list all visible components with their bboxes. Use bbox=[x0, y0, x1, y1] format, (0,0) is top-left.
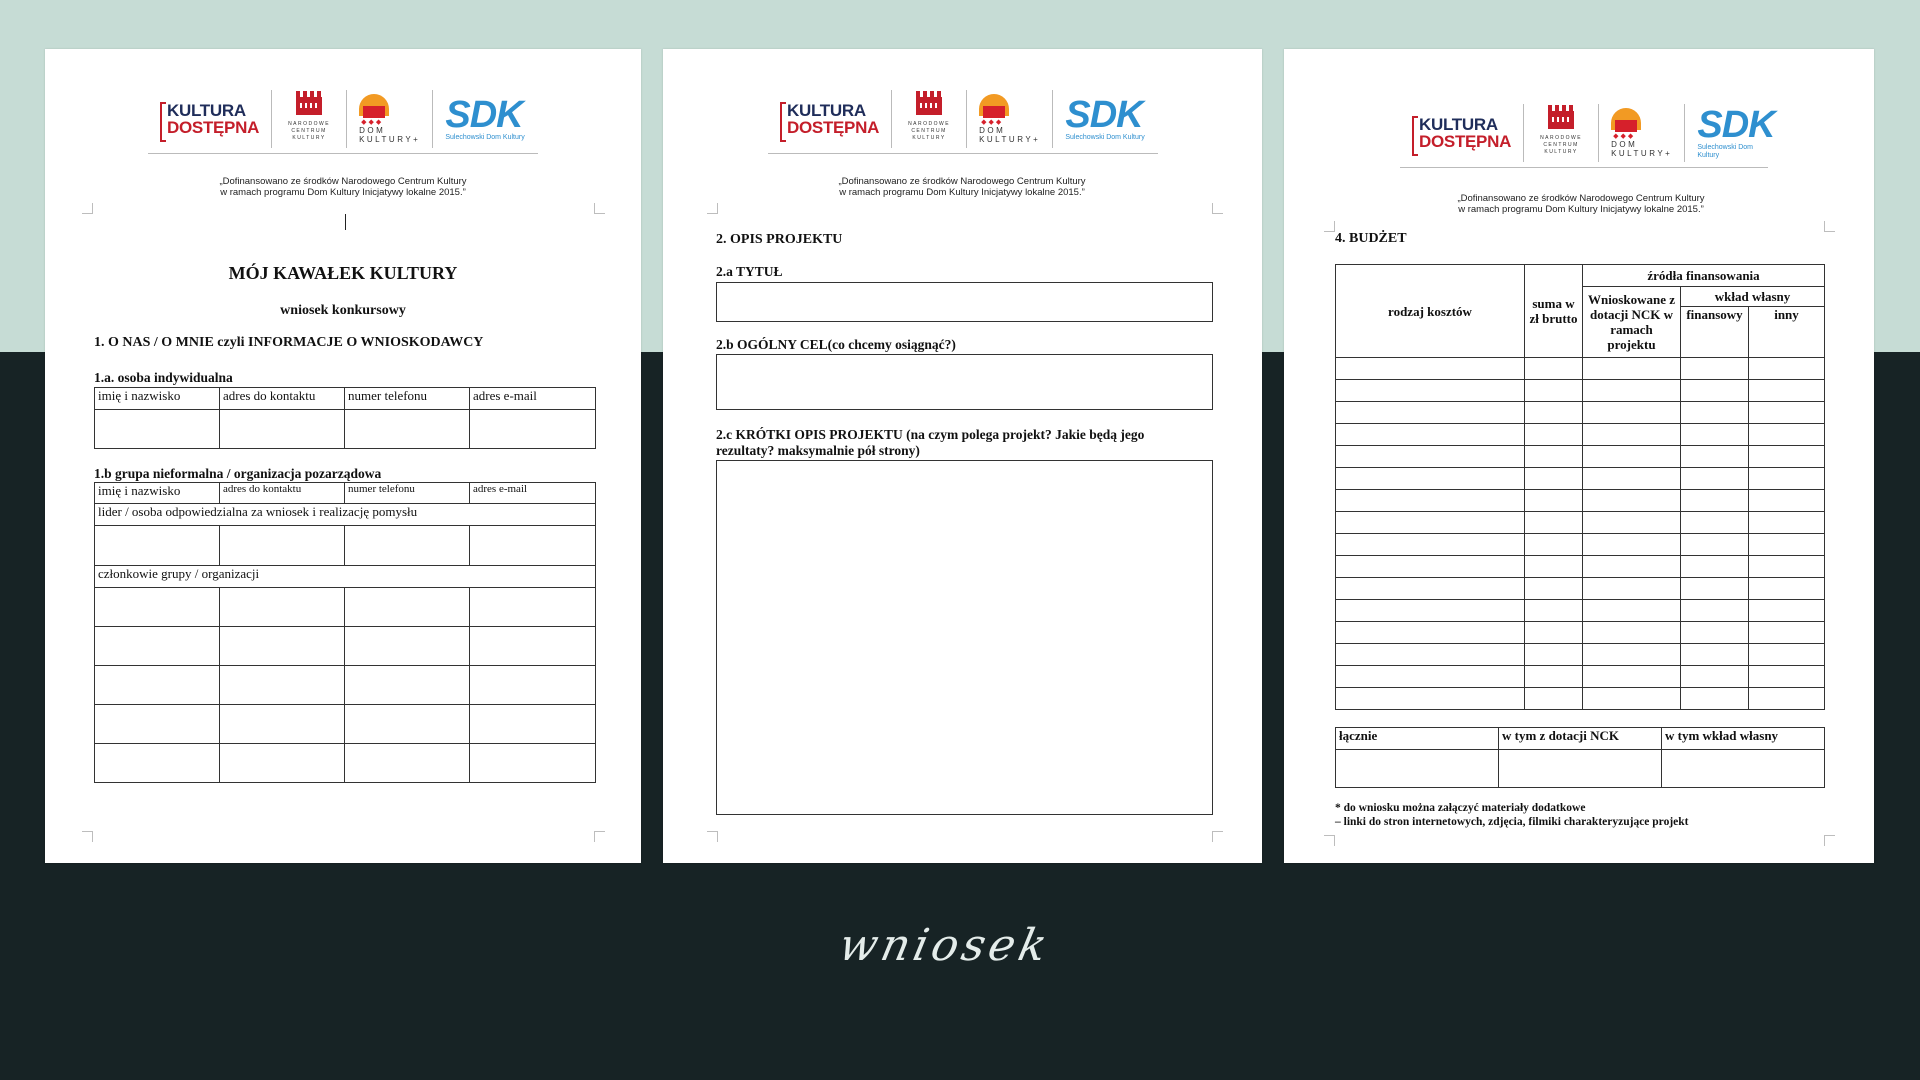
individual-table bbox=[94, 387, 596, 449]
input-cell[interactable] bbox=[95, 627, 220, 666]
column-header: łącznie bbox=[1336, 728, 1499, 750]
crown-icon bbox=[1548, 111, 1574, 129]
budget-cell[interactable] bbox=[1525, 534, 1583, 556]
budget-cell[interactable] bbox=[1681, 380, 1749, 402]
sdk-logo: SDK Sulechowski Dom Kultury bbox=[432, 90, 536, 148]
group-table bbox=[94, 482, 596, 783]
budget-cell[interactable] bbox=[1583, 446, 1681, 468]
funding-note: „Dofinansowano ze środków Narodowego Centrum Kultury w ramach programu Dom Kultury Inicjatywy lokalne 2015.” bbox=[838, 176, 1086, 198]
input-cell[interactable] bbox=[220, 744, 345, 783]
budget-cell[interactable] bbox=[1525, 688, 1583, 710]
input-cell[interactable] bbox=[470, 627, 596, 666]
margin-mark bbox=[707, 203, 718, 214]
budget-cell[interactable] bbox=[1336, 402, 1525, 424]
margin-mark bbox=[1212, 203, 1223, 214]
input-cell[interactable] bbox=[95, 588, 220, 627]
input-cell[interactable] bbox=[470, 588, 596, 627]
form-title: MÓJ KAWAŁEK KULTURY bbox=[228, 263, 458, 283]
budget-cell[interactable] bbox=[1525, 600, 1583, 622]
budget-cell[interactable] bbox=[1336, 424, 1525, 446]
page-3-preview[interactable] bbox=[1284, 49, 1874, 863]
budget-cell[interactable] bbox=[1583, 578, 1681, 600]
column-header: wkład własny bbox=[1681, 287, 1825, 307]
description-label: 2.c KRÓTKI OPIS PROJEKTU (na czym polega projekt? Jakie będą jego rezultaty? maksymalnie pół strony) bbox=[716, 427, 1145, 458]
budget-cell[interactable] bbox=[1525, 446, 1583, 468]
logo-strip bbox=[768, 85, 1158, 154]
kultura-dostepna-logo: KULTURA DOSTĘPNA bbox=[148, 90, 271, 148]
margin-mark bbox=[594, 203, 605, 214]
budget-cell[interactable] bbox=[1681, 490, 1749, 512]
budget-cell[interactable] bbox=[1525, 380, 1583, 402]
title-field[interactable] bbox=[716, 282, 1213, 322]
section-heading: 4. BUDŻET bbox=[1335, 231, 1407, 246]
budget-cell[interactable] bbox=[1681, 666, 1749, 688]
budget-cell[interactable] bbox=[1749, 556, 1825, 578]
budget-cell[interactable] bbox=[1336, 468, 1525, 490]
column-header: w tym z dotacji NCK bbox=[1499, 728, 1662, 750]
budget-cell[interactable] bbox=[1336, 688, 1525, 710]
margin-mark bbox=[1824, 221, 1835, 232]
budget-cell[interactable] bbox=[1525, 358, 1583, 380]
budget-cell[interactable] bbox=[1681, 402, 1749, 424]
budget-cell[interactable] bbox=[1583, 402, 1681, 424]
section-heading: 2. OPIS PROJEKTU bbox=[716, 232, 843, 247]
footer-script-label: wniosek bbox=[834, 920, 1056, 971]
budget-cell[interactable] bbox=[1525, 622, 1583, 644]
sdk-logo: SDK Sulechowski Dom Kultury bbox=[1684, 104, 1786, 162]
kultura-dostepna-logo: KULTURA DOSTĘPNA bbox=[1400, 104, 1523, 162]
budget-cell[interactable] bbox=[1583, 424, 1681, 446]
input-cell[interactable] bbox=[220, 666, 345, 705]
input-cell[interactable] bbox=[470, 705, 596, 744]
column-header: adres do kontaktu bbox=[220, 483, 345, 504]
input-cell[interactable] bbox=[95, 705, 220, 744]
column-header: w tym wkład własny bbox=[1662, 728, 1825, 750]
budget-cell[interactable] bbox=[1583, 490, 1681, 512]
column-header: rodzaj kosztów bbox=[1336, 265, 1525, 358]
input-cell[interactable] bbox=[470, 526, 596, 566]
input-cell[interactable] bbox=[220, 705, 345, 744]
description-field[interactable] bbox=[716, 460, 1213, 815]
budget-cell[interactable] bbox=[1681, 534, 1749, 556]
budget-cell[interactable] bbox=[1583, 358, 1681, 380]
dom-kultury-logo: ◆◆◆ DOM KULTURY+ bbox=[966, 90, 1052, 148]
subsection-heading: 1.a. osoba indywidualna bbox=[94, 370, 233, 385]
budget-cell[interactable] bbox=[1525, 666, 1583, 688]
input-cell[interactable] bbox=[470, 410, 596, 449]
column-header: imię i nazwisko bbox=[95, 483, 220, 504]
house-icon bbox=[1611, 108, 1641, 132]
input-cell[interactable] bbox=[345, 410, 470, 449]
section-heading: 1. O NAS / O MNIE czyli INFORMACJE O WNIOSKODAWCY bbox=[94, 335, 484, 350]
budget-cell[interactable] bbox=[1749, 534, 1825, 556]
budget-cell[interactable] bbox=[1749, 490, 1825, 512]
budget-cell[interactable] bbox=[1681, 644, 1749, 666]
attachments-note: * do wniosku można załączyć materiały dodatkowe – linki do stron internetowych, zdjęcia, filmiki charakteryzujące projekt bbox=[1335, 802, 1689, 828]
column-header: źródła finansowania bbox=[1583, 265, 1825, 287]
budget-cell[interactable] bbox=[1749, 622, 1825, 644]
margin-mark bbox=[82, 203, 93, 214]
input-cell[interactable] bbox=[345, 526, 470, 566]
nck-logo: NARODOWE CENTRUM KULTURY bbox=[271, 90, 346, 148]
budget-cell[interactable] bbox=[1749, 512, 1825, 534]
column-header: suma w zł brutto bbox=[1525, 265, 1583, 358]
budget-cell[interactable] bbox=[1749, 688, 1825, 710]
budget-cell[interactable] bbox=[1525, 490, 1583, 512]
budget-cell[interactable] bbox=[1583, 468, 1681, 490]
column-header: adres do kontaktu bbox=[220, 388, 345, 410]
house-icon bbox=[359, 94, 389, 118]
column-header: imię i nazwisko bbox=[95, 388, 220, 410]
column-header: finansowy bbox=[1681, 307, 1749, 358]
budget-cell[interactable] bbox=[1749, 402, 1825, 424]
summary-cell[interactable] bbox=[1662, 750, 1825, 788]
budget-cell[interactable] bbox=[1749, 666, 1825, 688]
budget-cell[interactable] bbox=[1336, 512, 1525, 534]
budget-cell[interactable] bbox=[1525, 556, 1583, 578]
funding-note: „Dofinansowano ze środków Narodowego Centrum Kultury w ramach programu Dom Kultury Inicjatywy lokalne 2015.” bbox=[219, 176, 467, 198]
margin-mark bbox=[1212, 831, 1223, 842]
budget-cell[interactable] bbox=[1583, 512, 1681, 534]
budget-cell[interactable] bbox=[1681, 556, 1749, 578]
budget-cell[interactable] bbox=[1336, 490, 1525, 512]
subsection-heading: 1.b grupa nieformalna / organizacja pozarządowa bbox=[94, 466, 382, 481]
budget-cell[interactable] bbox=[1583, 600, 1681, 622]
goal-field[interactable] bbox=[716, 354, 1213, 410]
dom-kultury-logo: ◆◆◆ DOM KULTURY+ bbox=[1598, 104, 1684, 162]
column-header: Wnioskowane z dotacji NCK w ramach projektu bbox=[1583, 287, 1681, 358]
budget-cell[interactable] bbox=[1336, 666, 1525, 688]
budget-cell[interactable] bbox=[1749, 358, 1825, 380]
dom-kultury-logo: ◆◆◆ DOM KULTURY+ bbox=[346, 90, 432, 148]
leader-label: lider / osoba odpowiedzialna za wniosek i realizację pomysłu bbox=[95, 504, 596, 526]
budget-cell[interactable] bbox=[1336, 622, 1525, 644]
budget-cell[interactable] bbox=[1525, 644, 1583, 666]
members-label: członkowie grupy / organizacji bbox=[95, 566, 596, 588]
budget-cell[interactable] bbox=[1336, 380, 1525, 402]
input-cell[interactable] bbox=[345, 705, 470, 744]
sdk-logo: SDK Sulechowski Dom Kultury bbox=[1052, 90, 1156, 148]
margin-mark bbox=[707, 831, 718, 842]
text-cursor bbox=[345, 214, 346, 230]
input-cell[interactable] bbox=[95, 410, 220, 449]
budget-cell[interactable] bbox=[1336, 358, 1525, 380]
input-cell[interactable] bbox=[220, 588, 345, 627]
budget-cell[interactable] bbox=[1749, 600, 1825, 622]
budget-cell[interactable] bbox=[1336, 578, 1525, 600]
column-header: adres e-mail bbox=[470, 483, 596, 504]
budget-cell[interactable] bbox=[1583, 666, 1681, 688]
column-header: adres e-mail bbox=[470, 388, 596, 410]
input-cell[interactable] bbox=[220, 410, 345, 449]
input-cell[interactable] bbox=[220, 526, 345, 566]
budget-table bbox=[1335, 264, 1825, 710]
input-cell[interactable] bbox=[345, 744, 470, 783]
margin-mark bbox=[1324, 835, 1335, 846]
crown-icon bbox=[916, 97, 942, 115]
summary-cell[interactable] bbox=[1336, 750, 1499, 788]
budget-cell[interactable] bbox=[1336, 534, 1525, 556]
input-cell[interactable] bbox=[345, 666, 470, 705]
house-icon bbox=[979, 94, 1009, 118]
budget-cell[interactable] bbox=[1681, 358, 1749, 380]
input-cell[interactable] bbox=[95, 666, 220, 705]
budget-cell[interactable] bbox=[1749, 380, 1825, 402]
budget-cell[interactable] bbox=[1681, 446, 1749, 468]
budget-cell[interactable] bbox=[1525, 402, 1583, 424]
nck-logo: NARODOWE CENTRUM KULTURY bbox=[1523, 104, 1598, 162]
budget-cell[interactable] bbox=[1583, 622, 1681, 644]
page-2-preview[interactable] bbox=[663, 49, 1262, 863]
budget-cell[interactable] bbox=[1336, 600, 1525, 622]
budget-cell[interactable] bbox=[1749, 424, 1825, 446]
budget-cell[interactable] bbox=[1681, 424, 1749, 446]
budget-cell[interactable] bbox=[1583, 688, 1681, 710]
budget-cell[interactable] bbox=[1681, 578, 1749, 600]
budget-cell[interactable] bbox=[1681, 512, 1749, 534]
input-cell[interactable] bbox=[95, 526, 220, 566]
budget-summary-table bbox=[1335, 727, 1825, 788]
budget-cell[interactable] bbox=[1749, 468, 1825, 490]
column-header: numer telefonu bbox=[345, 388, 470, 410]
budget-cell[interactable] bbox=[1525, 578, 1583, 600]
budget-cell[interactable] bbox=[1749, 578, 1825, 600]
input-cell[interactable] bbox=[95, 744, 220, 783]
budget-cell[interactable] bbox=[1336, 446, 1525, 468]
margin-mark bbox=[594, 831, 605, 842]
budget-cell[interactable] bbox=[1583, 534, 1681, 556]
logo-strip bbox=[1400, 99, 1775, 168]
budget-cell[interactable] bbox=[1681, 688, 1749, 710]
budget-cell[interactable] bbox=[1681, 468, 1749, 490]
budget-cell[interactable] bbox=[1681, 600, 1749, 622]
budget-cell[interactable] bbox=[1583, 644, 1681, 666]
budget-cell[interactable] bbox=[1525, 512, 1583, 534]
margin-mark bbox=[1324, 221, 1335, 232]
column-header: numer telefonu bbox=[345, 483, 470, 504]
budget-cell[interactable] bbox=[1336, 556, 1525, 578]
input-cell[interactable] bbox=[345, 588, 470, 627]
input-cell[interactable] bbox=[470, 666, 596, 705]
nck-logo: NARODOWE CENTRUM KULTURY bbox=[891, 90, 966, 148]
input-cell[interactable] bbox=[470, 744, 596, 783]
margin-mark bbox=[82, 831, 93, 842]
summary-cell[interactable] bbox=[1499, 750, 1662, 788]
budget-cell[interactable] bbox=[1583, 556, 1681, 578]
title-label: 2.a TYTUŁ bbox=[716, 264, 783, 279]
crown-icon bbox=[296, 97, 322, 115]
budget-cell[interactable] bbox=[1681, 622, 1749, 644]
margin-mark bbox=[1824, 835, 1835, 846]
budget-cell[interactable] bbox=[1583, 380, 1681, 402]
column-header: inny bbox=[1749, 307, 1825, 358]
budget-cell[interactable] bbox=[1525, 468, 1583, 490]
budget-cell[interactable] bbox=[1749, 644, 1825, 666]
goal-label: 2.b OGÓLNY CEL(co chcemy osiągnąć?) bbox=[716, 337, 956, 352]
input-cell[interactable] bbox=[345, 627, 470, 666]
form-subtitle: wniosek konkursowy bbox=[280, 303, 406, 318]
funding-note: „Dofinansowano ze środków Narodowego Centrum Kultury w ramach programu Dom Kultury Inicjatywy lokalne 2015.” bbox=[1457, 193, 1705, 215]
kultura-dostepna-logo: KULTURA DOSTĘPNA bbox=[768, 90, 891, 148]
input-cell[interactable] bbox=[220, 627, 345, 666]
page-1-preview[interactable] bbox=[45, 49, 641, 863]
logo-strip bbox=[148, 85, 538, 154]
budget-cell[interactable] bbox=[1525, 424, 1583, 446]
budget-cell[interactable] bbox=[1336, 644, 1525, 666]
budget-cell[interactable] bbox=[1749, 446, 1825, 468]
